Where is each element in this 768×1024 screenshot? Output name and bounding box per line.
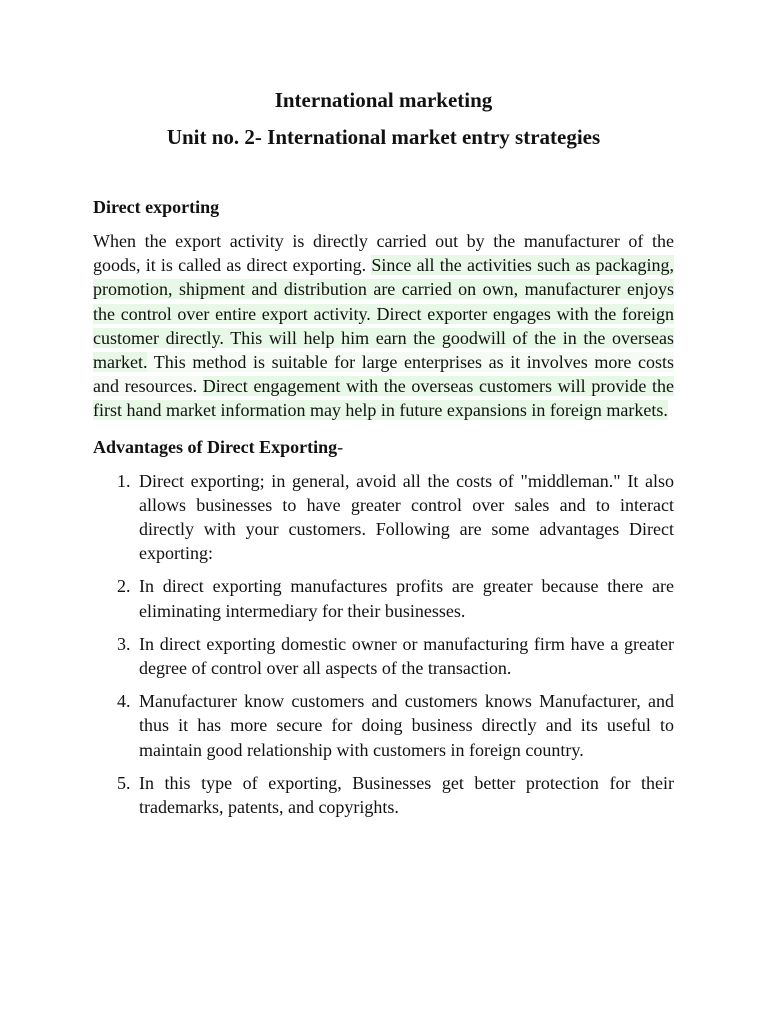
list-item [93, 689, 674, 762]
paragraph-segment-highlighted: Direct engagement with the overseas customers will provide the first hand market information may help in future expansions in foreign markets. [93, 376, 674, 421]
advantages-heading-text: Advantages of Direct Exporting [93, 436, 338, 457]
list-item-number: 4. [117, 691, 131, 712]
section-heading-direct-exporting: Direct exporting [93, 197, 220, 217]
list-item-text: In direct exporting domestic owner or manufacturing firm have a greater degree of control over all aspects of the transaction. [139, 633, 674, 679]
list-item [93, 574, 674, 622]
list-item [93, 469, 674, 566]
list-item [93, 632, 674, 680]
paragraph-segment-highlighted: Since all the activities such as packaging, promotion, shipment and distribution are carried on own, manufacturer enjoys the control over entire export activity. Direct exporter engages with the foreign customer directly. This will help him earn the goodwill of the in the overseas market. [93, 255, 675, 373]
list-item-text: Direct exporting; in general, avoid all the costs of "middleman." It also allows businesses to have greater control over sales and to interact directly with your customers. Following are some advantages Direct exporting: [139, 470, 674, 564]
list-item-number: 3. [117, 633, 131, 654]
paragraph-segment: This method is suitable for large enterprises as it involves more costs and resources. [93, 352, 674, 397]
advantages-heading-suffix: - [337, 436, 344, 457]
advantages-heading [93, 435, 674, 459]
list-item-number: 1. [117, 470, 131, 491]
document-title: International marketing [274, 88, 493, 112]
list-item [93, 771, 674, 819]
direct-exporting-paragraph [93, 229, 674, 423]
list-item-number: 2. [117, 576, 131, 597]
list-item-text: Manufacturer know customers and customers knows Manufacturer, and thus it has more secure for doing business directly and its useful to maintain good relationship with customers in foreign country. [139, 691, 674, 760]
list-item-text: In this type of exporting, Businesses get better protection for their trademarks, patents, and copyrights. [139, 772, 674, 818]
list-item-number: 5. [117, 772, 131, 793]
paragraph-segment: When the export activity is directly carried out by the manufacturer of the goods, it is called as direct exporting. [93, 231, 674, 276]
advantages-list [93, 469, 674, 820]
document-subtitle: Unit no. 2- International market entry strategies [166, 125, 601, 149]
list-item-text: In direct exporting manufactures profits are greater because there are eliminating intermediary for their businesses. [139, 576, 674, 621]
